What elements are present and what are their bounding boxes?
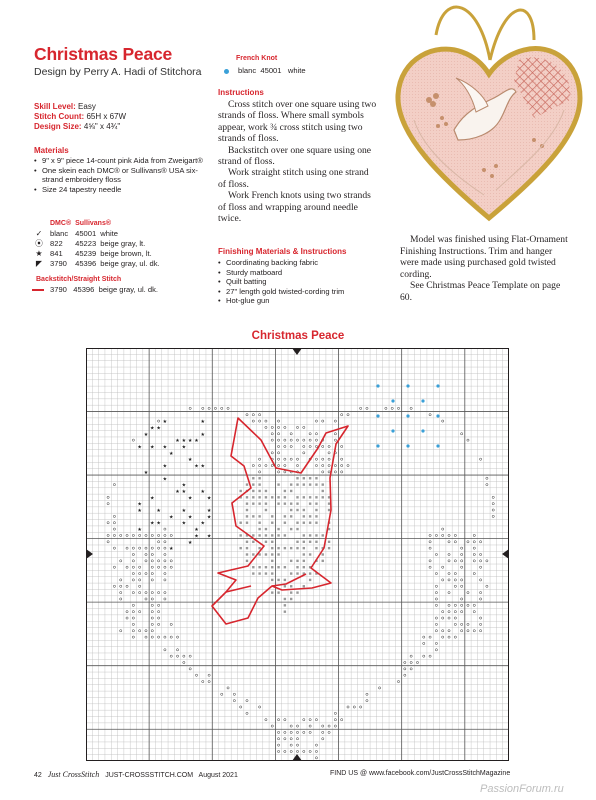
svg-text:★: ★ xyxy=(162,419,168,426)
svg-text:★: ★ xyxy=(200,488,206,495)
svg-text:★: ★ xyxy=(137,444,142,451)
svg-text:★: ★ xyxy=(187,514,193,521)
floss-key xyxy=(32,219,164,269)
col-sullivans: Sullivans® xyxy=(75,220,112,227)
svg-text:★: ★ xyxy=(156,508,161,515)
pattern-specs xyxy=(34,102,126,132)
svg-text:★: ★ xyxy=(200,463,206,470)
svg-text:★: ★ xyxy=(181,520,187,527)
backstitch-line-icon xyxy=(32,289,44,291)
svg-text:★: ★ xyxy=(168,450,174,457)
star-symbol-icon: ★ xyxy=(35,249,43,258)
backstitch-heading: Backstitch/Straight Stitch xyxy=(36,276,122,283)
svg-text:★: ★ xyxy=(194,463,199,470)
page-folio xyxy=(34,770,238,779)
svg-text:★: ★ xyxy=(168,514,174,521)
triangle-symbol-icon: ◤ xyxy=(35,259,43,268)
svg-text:★: ★ xyxy=(137,508,142,515)
instructions-heading: Instructions xyxy=(218,88,264,97)
svg-text:★: ★ xyxy=(168,546,174,553)
paragraph: Backstitch over one square using one strand of floss. xyxy=(218,144,372,168)
heart-ornament-photo xyxy=(384,0,594,232)
chart-backstitch xyxy=(212,418,348,624)
table-row: ◤ 3790 45396 beige gray, ul. dk. xyxy=(32,259,164,269)
svg-text:★: ★ xyxy=(181,438,187,445)
finishing-heading: Finishing Materials & Instructions xyxy=(218,247,347,256)
list-item: • One skein each DMC® or Sullivans® USA six-strand embroidery floss xyxy=(34,166,214,185)
svg-text:★: ★ xyxy=(143,431,149,438)
svg-text:★: ★ xyxy=(200,520,206,527)
svg-text:★: ★ xyxy=(206,508,212,515)
svg-text:★: ★ xyxy=(150,444,155,451)
svg-text:★: ★ xyxy=(162,476,168,483)
french-knot-heading: French Knot xyxy=(236,55,278,62)
list-item: • Coordinating backing fabric xyxy=(218,258,398,268)
svg-text:★: ★ xyxy=(194,438,199,445)
materials-list xyxy=(34,156,214,194)
svg-text:★: ★ xyxy=(156,425,161,432)
circle-dot-symbol-icon: ⦿ xyxy=(35,239,43,248)
svg-text:★: ★ xyxy=(181,482,187,489)
french-knot-row: blanc 45001 white xyxy=(224,66,306,75)
svg-text:★: ★ xyxy=(143,469,149,476)
materials-heading: Materials xyxy=(34,146,69,155)
svg-text:★: ★ xyxy=(175,488,180,495)
designer-credit: Design by Perry A. Hadi of Stitchora xyxy=(34,66,202,78)
cross-stitch-chart xyxy=(86,348,509,761)
magazine-name: Just CrossStitch xyxy=(47,770,100,779)
paragraph: Work straight stitch using one strand of floss. xyxy=(218,167,369,190)
svg-text:★: ★ xyxy=(150,425,155,432)
svg-text:★: ★ xyxy=(194,533,199,540)
list-item: • Size 24 tapestry needle xyxy=(34,185,214,195)
table-row: ✓ blanc 45001 white xyxy=(32,229,164,239)
list-item: • Quilt batting xyxy=(218,277,398,287)
issue-date: August 2021 xyxy=(198,772,238,779)
list-item: • 27" length gold twisted-cording trim xyxy=(218,287,398,297)
page-number: 42 xyxy=(34,772,42,779)
watermark: PassionForum.ru xyxy=(480,783,564,795)
col-dmc: DMC® xyxy=(50,220,72,227)
table-row: ★ 841 45239 beige brown, lt. xyxy=(32,249,164,259)
finishing-list xyxy=(218,258,398,306)
svg-text:★: ★ xyxy=(150,520,155,527)
svg-text:★: ★ xyxy=(187,457,193,464)
svg-text:★: ★ xyxy=(181,508,187,515)
svg-text:★: ★ xyxy=(156,520,161,527)
svg-text:★: ★ xyxy=(206,514,212,521)
svg-text:★: ★ xyxy=(162,444,168,451)
svg-text:★: ★ xyxy=(206,495,212,502)
paragraph: Model was finished using Flat-Ornament Finishing Instructions. Trim and hanger were made using purchased gold twisted cording. xyxy=(400,234,568,280)
paragraph: Work French knots using two strands of floss and wrapping around needle twice. xyxy=(218,190,371,225)
instructions-text xyxy=(218,99,378,224)
svg-text:★: ★ xyxy=(137,501,142,508)
french-knot-dot-icon xyxy=(224,69,229,74)
svg-text:★: ★ xyxy=(200,431,206,438)
paragraph: Cross stitch over one square using two strands of floss. Where small symbols appear, work ¾ cross stitch using two strands of floss. xyxy=(218,99,377,145)
list-item: • Sturdy matboard xyxy=(218,268,398,278)
svg-text:★: ★ xyxy=(181,444,187,451)
svg-text:★: ★ xyxy=(137,527,142,534)
paragraph: See Christmas Peace Template on page 60. xyxy=(400,280,561,303)
svg-text:★: ★ xyxy=(200,419,206,426)
svg-text:★: ★ xyxy=(162,463,168,470)
svg-text:★: ★ xyxy=(206,533,212,540)
table-row: ⦿ 822 45223 beige gray, lt. xyxy=(32,239,164,249)
find-us-link[interactable]: FIND US @ www.facebook.com/JustCrossStitchMagazine xyxy=(330,770,511,777)
check-symbol-icon: ✓ xyxy=(35,229,43,238)
svg-text:★: ★ xyxy=(187,539,193,546)
backstitch-row: 3790 45396 beige gray, ul. dk. xyxy=(32,285,158,294)
pattern-title: Christmas Peace xyxy=(34,44,173,64)
svg-text:★: ★ xyxy=(194,527,199,534)
svg-text:★: ★ xyxy=(175,438,180,445)
list-item: • 9" x 9" piece 14-count pink Aida from Zweigart® xyxy=(34,156,214,166)
site-url[interactable]: JUST-CROSSSTITCH.COM xyxy=(105,772,194,779)
chart-grid-major xyxy=(86,348,509,761)
svg-text:★: ★ xyxy=(187,495,193,502)
chart-border xyxy=(87,349,509,761)
skill-level: Skill Level: Easy xyxy=(34,102,96,111)
model-note xyxy=(400,234,570,304)
stitch-count: Stitch Count: 65H x 67W xyxy=(34,112,127,121)
svg-text:★: ★ xyxy=(181,488,187,495)
list-item: • Hot-glue gun xyxy=(218,296,398,306)
chart-title: Christmas Peace xyxy=(251,330,345,342)
svg-text:★: ★ xyxy=(150,495,155,502)
design-size: Design Size: 4⅝" x 4¾" xyxy=(34,122,121,131)
svg-text:★: ★ xyxy=(187,438,193,445)
